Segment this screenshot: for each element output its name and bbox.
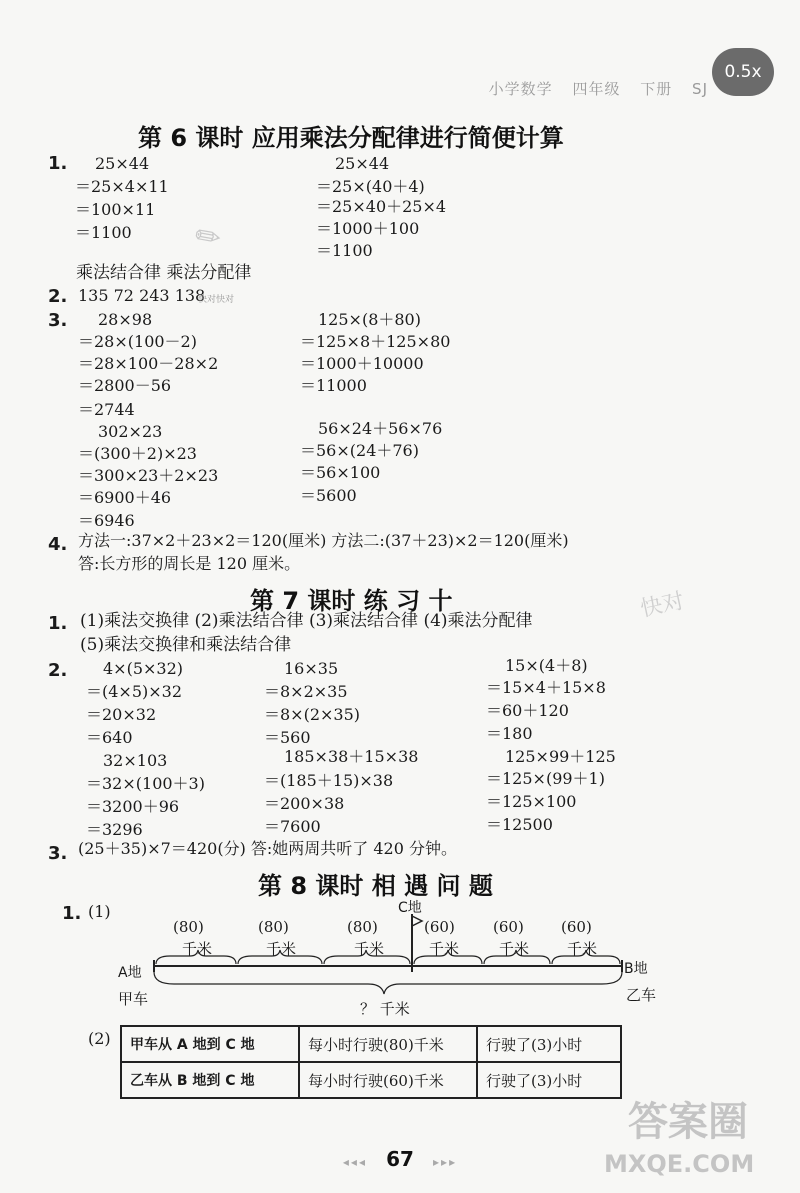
lesson6-title: 第 6 课时 应用乘法分配律进行简便计算 — [138, 124, 564, 152]
l6-q1-right-0: 25×44 — [335, 154, 390, 173]
l7-q1-line2: (5)乘法交换律和乘法结合律 — [80, 635, 292, 655]
l6-q2-text: 135 72 243 138 — [78, 286, 206, 305]
l7-q2-c-3: ＝180 — [486, 724, 533, 743]
brand-watermark: 答案圈 — [628, 1099, 748, 1145]
prev-page-arrows-icon: ◂◂◂ — [342, 1155, 367, 1169]
l7-q2-d-2: ＝3200＋96 — [86, 797, 180, 816]
l7-q2-f-2: ＝125×100 — [486, 792, 577, 811]
l7-q2-a-0: 4×(5×32) — [103, 659, 184, 678]
l7-q2-e-0: 185×38＋15×38 — [284, 747, 419, 766]
l6-q3-c-4: ＝6946 — [78, 511, 135, 530]
diagram-seg-1: (80) — [173, 918, 204, 936]
l6-q3-b-0: 125×(8＋80) — [318, 310, 421, 329]
diagram-unit-2: 千米 — [266, 940, 297, 958]
header-volume: 下册 — [640, 80, 673, 98]
l7-q2-number: 2. — [48, 660, 68, 681]
next-page-arrows-icon: ▸▸▸ — [433, 1155, 458, 1169]
l6-q4-line1: 方法一:37×2＋23×2＝120(厘米) 方法二:(37＋23)×2＝120(厘米) — [78, 531, 569, 550]
l6-q1-right-3: ＝1000＋100 — [316, 219, 420, 238]
l6-q3-d-0: 56×24＋56×76 — [318, 419, 443, 438]
l6-q3-a-0: 28×98 — [98, 310, 153, 329]
l7-q2-b-1: ＝8×2×35 — [264, 682, 348, 701]
l7-q2-c-1: ＝15×4＋15×8 — [486, 678, 606, 697]
l7-q2-d-3: ＝3296 — [86, 820, 143, 839]
l6-q3-c-2: ＝300×23＋2×23 — [78, 466, 219, 485]
diagram-c-flag — [412, 916, 422, 926]
l6-q3-a-2: ＝28×100－28×2 — [78, 354, 219, 373]
diagram-unit-1: 千米 — [182, 940, 213, 958]
lesson8-title: 第 8 课时 相 遇 问 题 — [258, 872, 493, 900]
l6-q3-number: 3. — [48, 310, 68, 331]
l7-q1-line1: (1)乘法交换律 (2)乘法结合律 (3)乘法结合律 (4)乘法分配律 — [80, 611, 533, 631]
l8-q1-part1: (1) — [88, 902, 111, 921]
meeting-table — [120, 1025, 622, 1099]
table-cell: 行驶了(3)小时 — [477, 1026, 621, 1062]
table-row — [121, 1062, 621, 1098]
table-row — [121, 1026, 621, 1062]
l6-q1-left-0: 25×44 — [95, 154, 150, 173]
l7-q2-b-3: ＝560 — [264, 728, 311, 747]
l7-q2-a-3: ＝640 — [86, 728, 133, 747]
book-header — [475, 78, 708, 99]
l8-q1-part2: (2) — [88, 1029, 111, 1048]
diagram-a-label: A地 — [118, 965, 142, 981]
l6-q3-d-3: ＝5600 — [300, 486, 357, 505]
l6-q1-right-2: ＝25×40＋25×4 — [316, 197, 447, 216]
diagram-yi-label: 乙车 — [626, 986, 657, 1004]
pencil-watermark-icon: ✎ — [188, 215, 229, 260]
l6-q3-a-1: ＝28×(100－2) — [78, 332, 197, 351]
l6-q3-a-3: ＝2800－56 — [78, 376, 172, 395]
l7-q2-e-1: ＝(185＋15)×38 — [264, 771, 394, 790]
lesson7-title: 第 7 课时 练 习 十 — [250, 587, 453, 615]
l7-q1-number: 1. — [48, 613, 68, 634]
l6-q1-right-4: ＝1100 — [316, 241, 373, 260]
l7-q2-c-0: 15×(4＋8) — [505, 656, 588, 675]
diagram-total-label: ？ 千米 — [360, 1000, 410, 1018]
l6-q3-b-3: ＝11000 — [300, 376, 367, 395]
l7-q3-text: (25＋35)×7＝420(分) 答:她两周共听了 420 分钟。 — [78, 839, 458, 858]
l7-q2-e-3: ＝7600 — [264, 817, 321, 836]
diagram-unit-4: 千米 — [429, 940, 460, 958]
l7-q2-d-1: ＝32×(100＋3) — [86, 774, 205, 793]
l6-q3-a-4: ＝2744 — [78, 400, 135, 419]
l6-q1-number: 1. — [48, 153, 68, 174]
l7-q2-c-2: ＝60＋120 — [486, 701, 569, 720]
table-cell: 乙车从 B 地到 C 地 — [121, 1062, 299, 1098]
site-watermark: MXQE.COM — [604, 1150, 755, 1178]
l6-q1-right-1: ＝25×(40＋4) — [316, 177, 425, 196]
l7-q2-b-2: ＝8×(2×35) — [264, 705, 361, 724]
page-number: 67 — [386, 1147, 414, 1171]
l6-q4-number: 4. — [48, 534, 68, 555]
l8-q1-number: 1. — [62, 903, 82, 924]
diagram-seg-5: (60) — [493, 918, 524, 936]
diagram-seg-4: (60) — [424, 918, 455, 936]
l6-q3-d-1: ＝56×(24＋76) — [300, 441, 419, 460]
header-subject: 小学数学 — [488, 80, 553, 98]
l7-q2-e-2: ＝200×38 — [264, 794, 345, 813]
diagram-unit-6: 千米 — [567, 940, 598, 958]
l6-q3-b-2: ＝1000＋10000 — [300, 354, 424, 373]
l7-q2-d-0: 32×103 — [103, 751, 168, 770]
header-edition: SJ — [692, 80, 708, 98]
table-cell: 每小时行驶(80)千米 — [299, 1026, 477, 1062]
l7-q2-f-1: ＝125×(99＋1) — [486, 769, 605, 788]
small-watermark-text: 快对快对 — [198, 295, 235, 305]
header-grade: 四年级 — [572, 80, 621, 98]
l7-q3-number: 3. — [48, 843, 68, 864]
l6-q2-number: 2. — [48, 286, 68, 307]
l7-q2-a-2: ＝20×32 — [86, 705, 157, 724]
l6-q4-line2: 答:长方形的周长是 120 厘米。 — [78, 554, 301, 573]
table-cell: 每小时行驶(60)千米 — [299, 1062, 477, 1098]
l6-q3-c-3: ＝6900＋46 — [78, 488, 172, 507]
playback-speed-button[interactable]: 0.5x — [712, 48, 774, 96]
l6-q3-c-1: ＝(300＋2)×23 — [78, 444, 197, 463]
diagram-seg-3: (80) — [347, 918, 378, 936]
diagram-c-label: C地 — [398, 900, 422, 916]
diagram-unit-3: 千米 — [354, 940, 385, 958]
diagram-unit-5: 千米 — [499, 940, 530, 958]
l6-q1-left-2: ＝100×11 — [75, 200, 156, 219]
l7-q2-a-1: ＝(4×5)×32 — [86, 682, 183, 701]
diagram-b-label: B地 — [624, 961, 648, 977]
l7-q2-f-3: ＝12500 — [486, 815, 553, 834]
l6-q3-d-2: ＝56×100 — [300, 463, 381, 482]
l6-q3-b-1: ＝125×8＋125×80 — [300, 332, 451, 351]
l6-q1-left-1: ＝25×4×11 — [75, 177, 169, 196]
diagram-seg-6: (60) — [561, 918, 592, 936]
diagram-seg-2: (80) — [258, 918, 289, 936]
l7-q2-f-0: 125×99＋125 — [505, 747, 616, 766]
diagram-jia-label: 甲车 — [118, 990, 149, 1008]
l6-q1-left-3: ＝1100 — [75, 223, 132, 242]
l6-q1-laws: 乘法结合律 乘法分配律 — [76, 263, 252, 283]
l6-q3-c-0: 302×23 — [98, 422, 163, 441]
diagram-total-brace — [154, 972, 622, 994]
l7-q2-b-0: 16×35 — [284, 659, 339, 678]
table-cell: 甲车从 A 地到 C 地 — [121, 1026, 299, 1062]
page-footer — [0, 1147, 800, 1171]
table-cell: 行驶了(3)小时 — [477, 1062, 621, 1098]
kuaidui-stamp-watermark: 快对 — [638, 588, 687, 623]
